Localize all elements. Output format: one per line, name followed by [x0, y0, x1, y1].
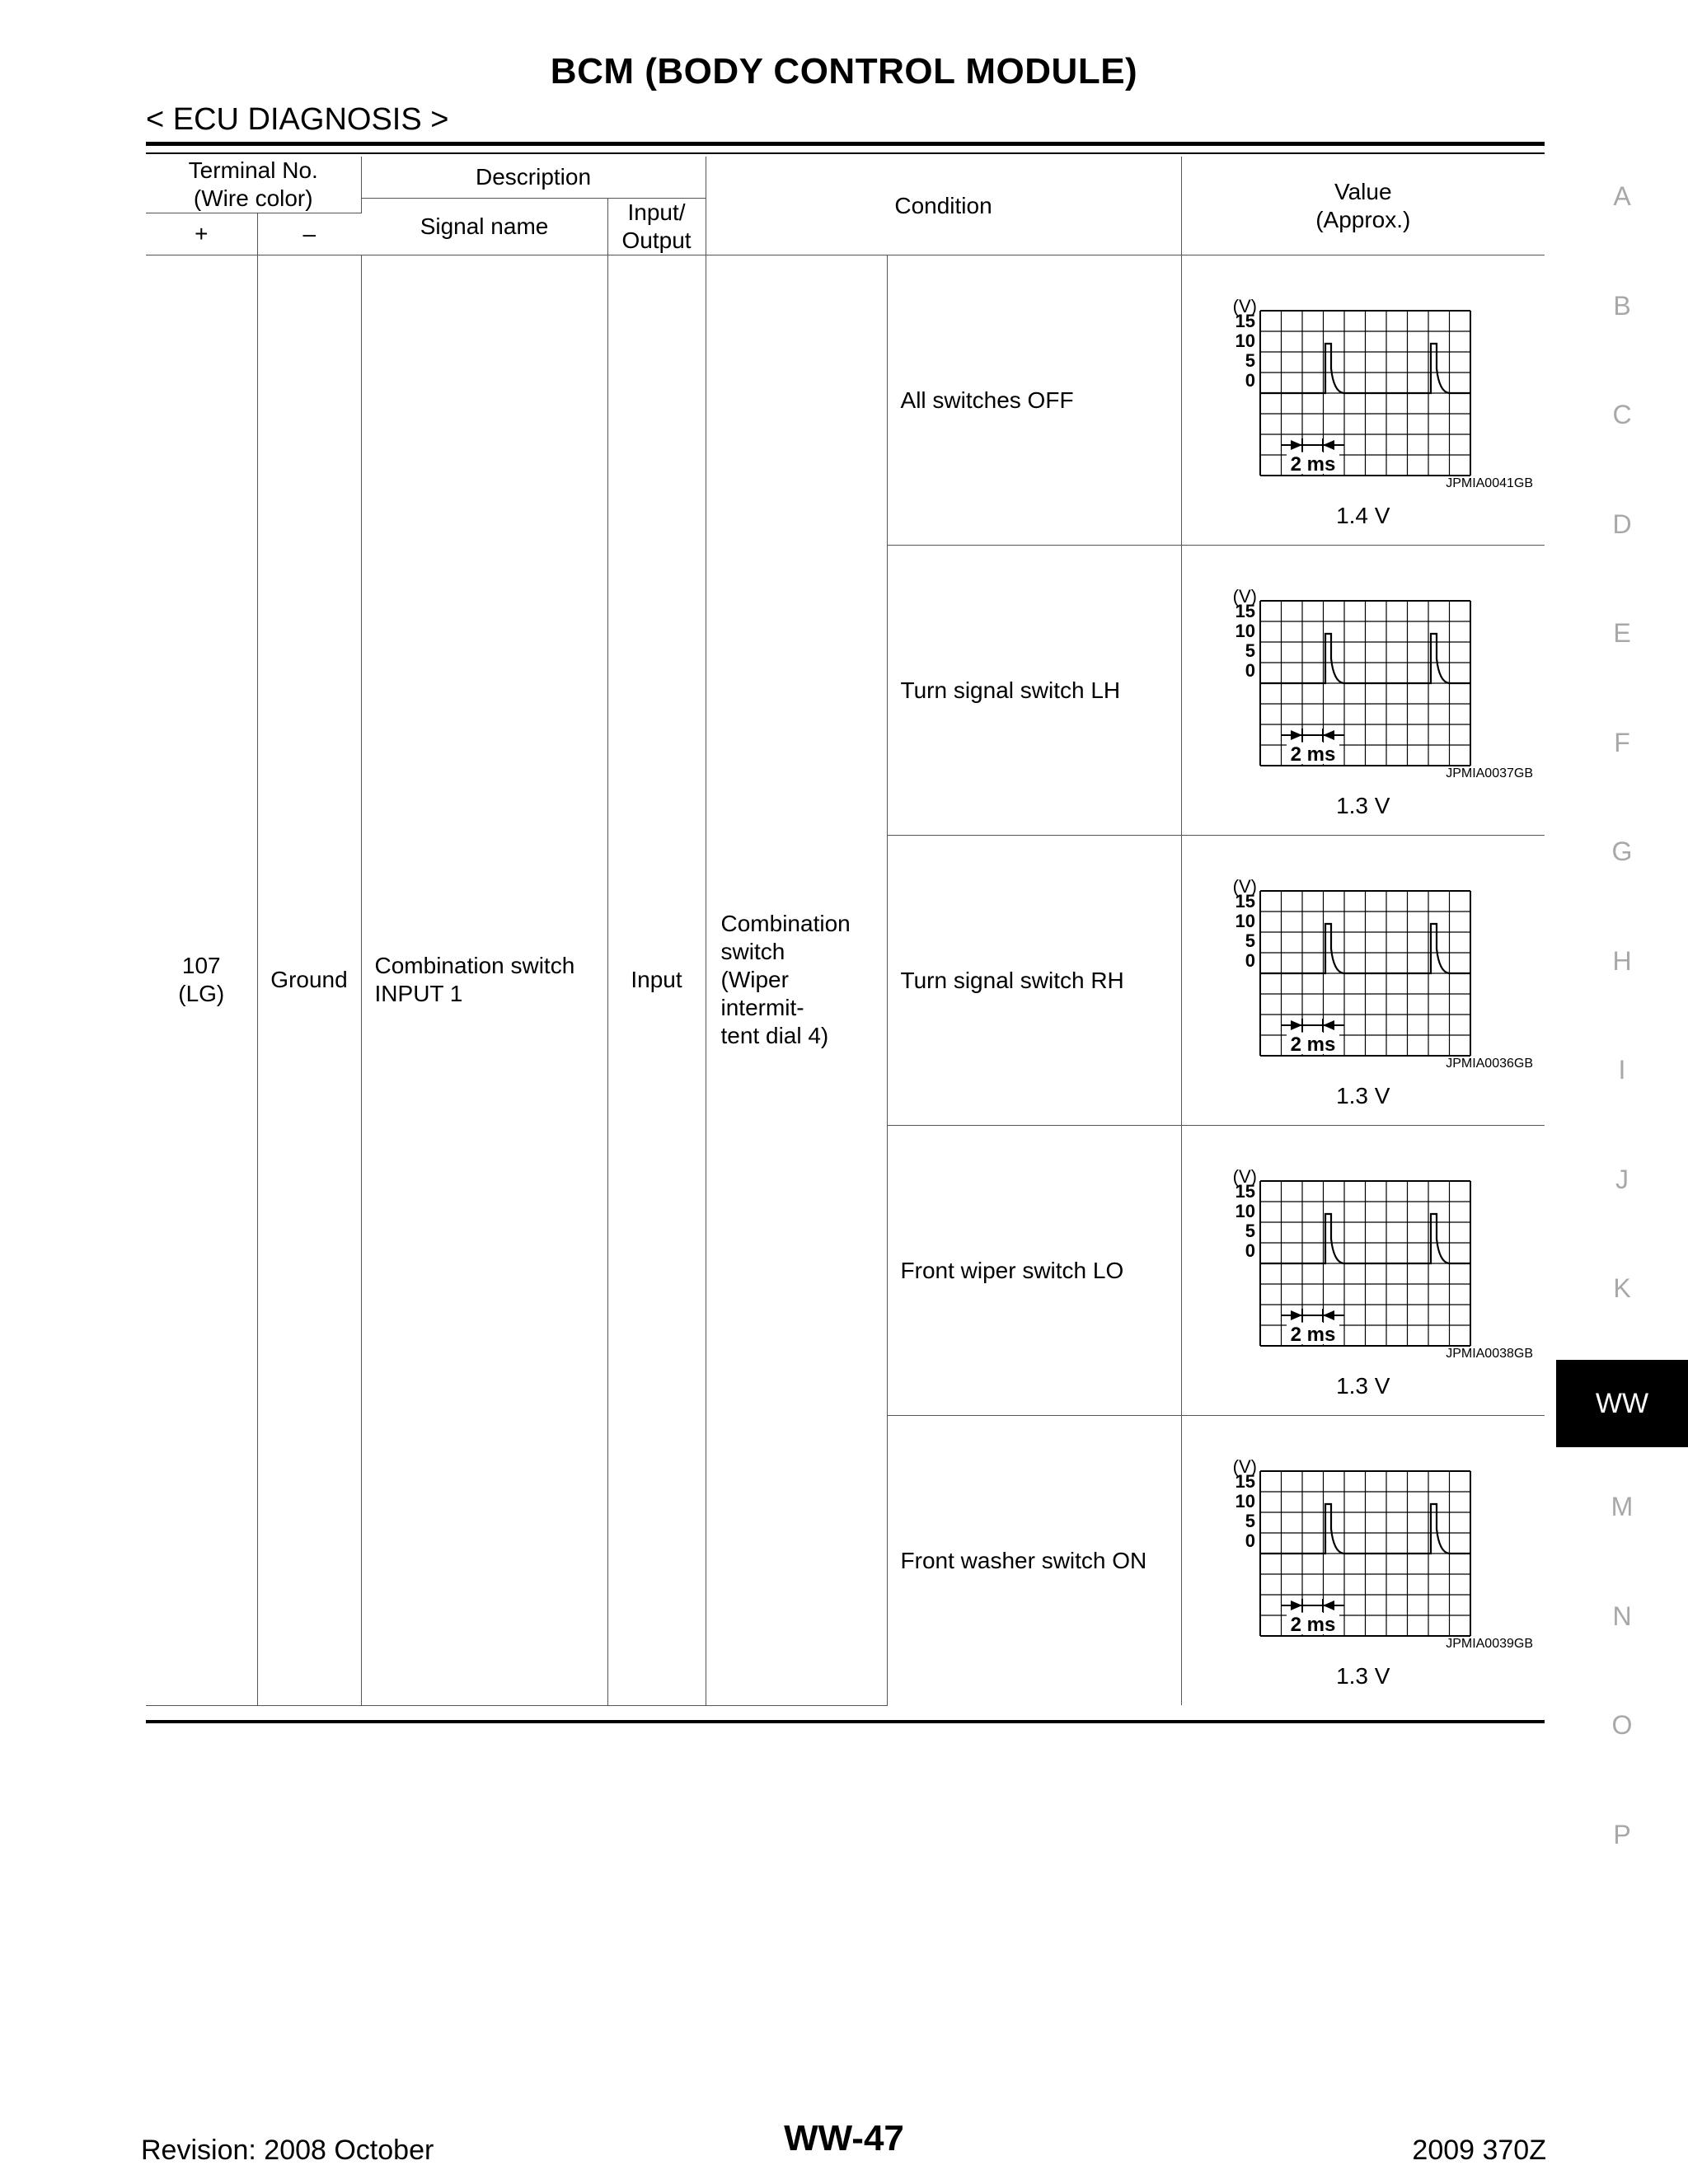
- value-cell: [1181, 255, 1545, 546]
- time-scale-label: 2 ms: [1290, 1614, 1335, 1636]
- value-cell: [1181, 1126, 1545, 1416]
- header-minus: –: [257, 213, 361, 255]
- section-index-letter[interactable]: P: [1613, 1819, 1631, 1849]
- section-index-letter[interactable]: F: [1614, 727, 1630, 757]
- header-value: Value (Approx.): [1181, 157, 1545, 255]
- table-row: [146, 255, 1545, 546]
- figure-id: JPMIA0039GB: [1446, 1637, 1534, 1651]
- waveform-figure: [1182, 1416, 1545, 1705]
- value-cell: [1181, 546, 1545, 836]
- condition-item: Front wiper switch LO: [887, 1126, 1181, 1416]
- waveform-figure: [1182, 836, 1545, 1125]
- waveform-figure: [1182, 1126, 1545, 1415]
- section-index-letter[interactable]: I: [1618, 1055, 1626, 1085]
- section-index-letter[interactable]: A: [1613, 181, 1631, 211]
- footer-page-number: WW-47: [784, 2118, 904, 2158]
- oscilloscope-waveform: [1182, 255, 1545, 545]
- waveform-tick-label: 0: [1245, 370, 1255, 391]
- time-scale-indicator: [1281, 729, 1344, 742]
- waveform-tick-label: 0: [1245, 950, 1255, 971]
- section-index-letter[interactable]: N: [1612, 1601, 1632, 1631]
- condition-item: All switches OFF: [887, 255, 1181, 546]
- waveform-figure: [1182, 255, 1545, 545]
- voltage-value: 1.3 V: [1336, 1083, 1390, 1108]
- voltage-value: 1.4 V: [1336, 503, 1390, 528]
- io-cell: Input: [607, 255, 706, 1706]
- waveform-tick-label: 10: [1235, 911, 1255, 931]
- waveform-tick-label: 10: [1235, 621, 1255, 641]
- time-scale-label: 2 ms: [1290, 453, 1335, 476]
- time-scale-indicator: [1281, 1309, 1344, 1322]
- terminal-spec-table: [146, 157, 1545, 1706]
- oscilloscope-waveform: [1182, 836, 1545, 1125]
- time-scale-label: 2 ms: [1290, 743, 1335, 766]
- voltage-value: 1.3 V: [1336, 1663, 1390, 1689]
- section-index-letter[interactable]: O: [1611, 1710, 1633, 1740]
- waveform-tick-label: 5: [1245, 1221, 1255, 1241]
- waveform-tick-label: 0: [1245, 660, 1255, 681]
- section-index-letter[interactable]: J: [1615, 1164, 1629, 1194]
- waveform-tick-label: 15: [1235, 891, 1255, 912]
- waveform-unit-label: (V): [1232, 1166, 1257, 1187]
- waveform-tick-label: 5: [1245, 640, 1255, 661]
- page-title: BCM (BODY CONTROL MODULE): [550, 51, 1138, 91]
- terminal-minus-cell: Ground: [257, 255, 361, 1706]
- oscilloscope-waveform: [1182, 1126, 1545, 1415]
- header-terminal: Terminal No. (Wire color): [146, 157, 361, 213]
- terminal-plus-cell: 107 (LG): [146, 255, 257, 1706]
- time-scale-indicator: [1281, 438, 1344, 452]
- waveform-tick-label: 10: [1235, 330, 1255, 351]
- value-cell: [1181, 1416, 1545, 1706]
- section-index-active-tab[interactable]: WW: [1556, 1360, 1688, 1447]
- figure-id: JPMIA0038GB: [1446, 1347, 1534, 1361]
- waveform-tick-label: 10: [1235, 1201, 1255, 1221]
- value-cell: [1181, 836, 1545, 1126]
- time-scale-indicator: [1281, 1019, 1344, 1032]
- section-index-letter[interactable]: B: [1613, 290, 1631, 321]
- waveform-tick-label: 15: [1235, 601, 1255, 621]
- footer-revision: Revision: 2008 October: [141, 2135, 434, 2166]
- waveform-tick-label: 15: [1235, 1471, 1255, 1492]
- signal-name-cell: Combination switch INPUT 1: [361, 255, 607, 1706]
- table-bottom-rule: [146, 1720, 1545, 1723]
- section-index-letter[interactable]: C: [1612, 400, 1632, 429]
- section-index-letter[interactable]: K: [1613, 1273, 1631, 1303]
- figure-id: JPMIA0041GB: [1446, 476, 1534, 490]
- time-scale-label: 2 ms: [1290, 1033, 1335, 1056]
- condition-main-cell: Combination switch (Wiper intermit- tent dial 4): [706, 255, 887, 1706]
- oscilloscope-waveform: [1182, 1416, 1545, 1705]
- footer-model: 2009 370Z: [1412, 2135, 1546, 2166]
- header-input-output: Input/ Output: [607, 199, 706, 255]
- waveform-tick-label: 5: [1245, 930, 1255, 951]
- voltage-value: 1.3 V: [1336, 1373, 1390, 1399]
- waveform-tick-label: 15: [1235, 311, 1255, 331]
- waveform-tick-label: 15: [1235, 1181, 1255, 1202]
- breadcrumb: < ECU DIAGNOSIS >: [146, 102, 449, 137]
- waveform-tick-label: 10: [1235, 1491, 1255, 1511]
- header-condition: Condition: [706, 157, 1181, 255]
- waveform-unit-label: (V): [1232, 876, 1257, 897]
- section-index-letter[interactable]: H: [1612, 945, 1632, 976]
- section-index-letter[interactable]: E: [1613, 618, 1631, 648]
- waveform-unit-label: (V): [1232, 586, 1257, 607]
- waveform-tick-label: 5: [1245, 1511, 1255, 1531]
- header-plus: +: [146, 213, 257, 255]
- voltage-value: 1.3 V: [1336, 793, 1390, 818]
- waveform-tick-label: 0: [1245, 1530, 1255, 1551]
- waveform-tick-label: 0: [1245, 1240, 1255, 1261]
- header-description: Description: [361, 157, 706, 199]
- section-index-letter[interactable]: G: [1611, 837, 1633, 866]
- time-scale-label: 2 ms: [1290, 1324, 1335, 1346]
- header-rule: [146, 142, 1545, 146]
- figure-id: JPMIA0037GB: [1446, 766, 1534, 780]
- section-index-letter[interactable]: D: [1612, 509, 1632, 539]
- condition-item: Front washer switch ON: [887, 1416, 1181, 1706]
- oscilloscope-waveform: [1182, 546, 1545, 835]
- waveform-unit-label: (V): [1232, 296, 1257, 316]
- waveform-unit-label: (V): [1232, 1456, 1257, 1477]
- section-index-letter[interactable]: M: [1611, 1492, 1634, 1521]
- figure-id: JPMIA0036GB: [1446, 1057, 1534, 1071]
- condition-item: Turn signal switch LH: [887, 546, 1181, 836]
- waveform-tick-label: 5: [1245, 350, 1255, 371]
- condition-item: Turn signal switch RH: [887, 836, 1181, 1126]
- time-scale-indicator: [1281, 1599, 1344, 1612]
- header-signal-name: Signal name: [361, 199, 607, 255]
- header-rule-thin: [146, 152, 1545, 154]
- waveform-figure: [1182, 546, 1545, 835]
